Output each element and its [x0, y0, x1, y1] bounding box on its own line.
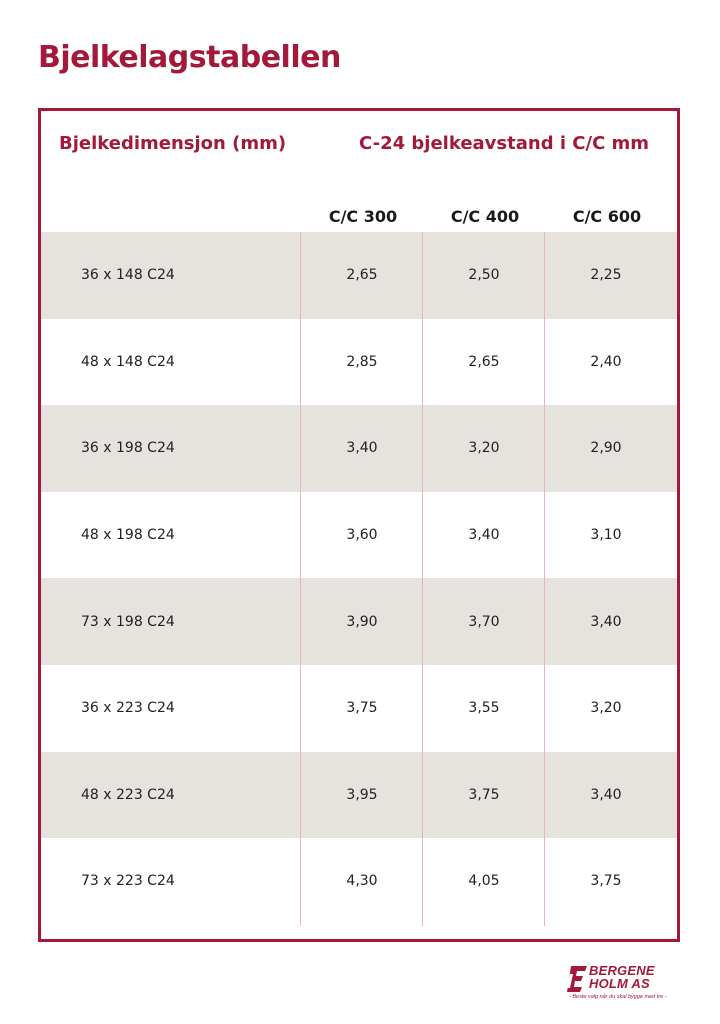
table-body [41, 232, 677, 925]
dimension-cell: 48 x 198 C24 [81, 527, 175, 544]
header-spacing: C-24 bjelkeavstand i C/C mm [359, 133, 650, 154]
value-cell: 3,40 [346, 440, 378, 457]
value-cell: 3,75 [346, 700, 378, 717]
page-title: Bjelkelagstabellen [38, 40, 341, 75]
logo-line-1: BERGENE [589, 963, 655, 978]
beam-table [38, 108, 680, 942]
column-header-cc600: C/C 600 [572, 207, 642, 226]
value-cell: 4,05 [468, 873, 500, 890]
value-cell: 4,30 [346, 873, 378, 890]
table-row [41, 405, 677, 492]
company-logo [567, 964, 679, 1004]
table-row [41, 665, 677, 752]
value-cell: 2,90 [590, 440, 622, 457]
value-cell: 2,25 [590, 267, 622, 284]
column-divider [300, 232, 301, 926]
value-cell: 3,40 [590, 786, 622, 803]
value-cell: 3,20 [590, 700, 622, 717]
value-cell: 2,65 [468, 353, 500, 370]
header-dimension: Bjelkedimensjon (mm) [59, 133, 287, 154]
table-row [41, 492, 677, 579]
value-cell: 3,10 [590, 527, 622, 544]
value-cell: 2,85 [346, 353, 378, 370]
column-header-cc400: C/C 400 [450, 207, 520, 226]
dimension-cell: 36 x 148 C24 [81, 267, 175, 284]
table-row [41, 319, 677, 406]
logo-e-icon [567, 966, 587, 992]
table-row [41, 838, 677, 925]
column-header-cc300: C/C 300 [328, 207, 398, 226]
logo-wordmark [589, 964, 655, 990]
value-cell: 3,60 [346, 527, 378, 544]
value-cell: 2,50 [468, 267, 500, 284]
column-divider [422, 232, 423, 926]
column-divider [544, 232, 545, 926]
dimension-cell: 36 x 223 C24 [81, 700, 175, 717]
value-cell: 3,20 [468, 440, 500, 457]
value-cell: 3,40 [590, 613, 622, 630]
value-cell: 3,70 [468, 613, 500, 630]
dimension-cell: 36 x 198 C24 [81, 440, 175, 457]
dimension-cell: 73 x 198 C24 [81, 613, 175, 630]
table-row [41, 578, 677, 665]
logo-tagline: - Beste valg når du skal bygge med tre - [569, 994, 667, 1000]
value-cell: 2,65 [346, 267, 378, 284]
value-cell: 3,75 [468, 786, 500, 803]
logo-line-2: HOLM AS [589, 976, 650, 991]
value-cell: 3,40 [468, 527, 500, 544]
value-cell: 3,75 [590, 873, 622, 890]
value-cell: 3,55 [468, 700, 500, 717]
value-cell: 3,95 [346, 786, 378, 803]
table-row [41, 752, 677, 839]
value-cell: 2,40 [590, 353, 622, 370]
dimension-cell: 48 x 223 C24 [81, 786, 175, 803]
table-row [41, 232, 677, 319]
dimension-cell: 73 x 223 C24 [81, 873, 175, 890]
dimension-cell: 48 x 148 C24 [81, 353, 175, 370]
value-cell: 3,90 [346, 613, 378, 630]
